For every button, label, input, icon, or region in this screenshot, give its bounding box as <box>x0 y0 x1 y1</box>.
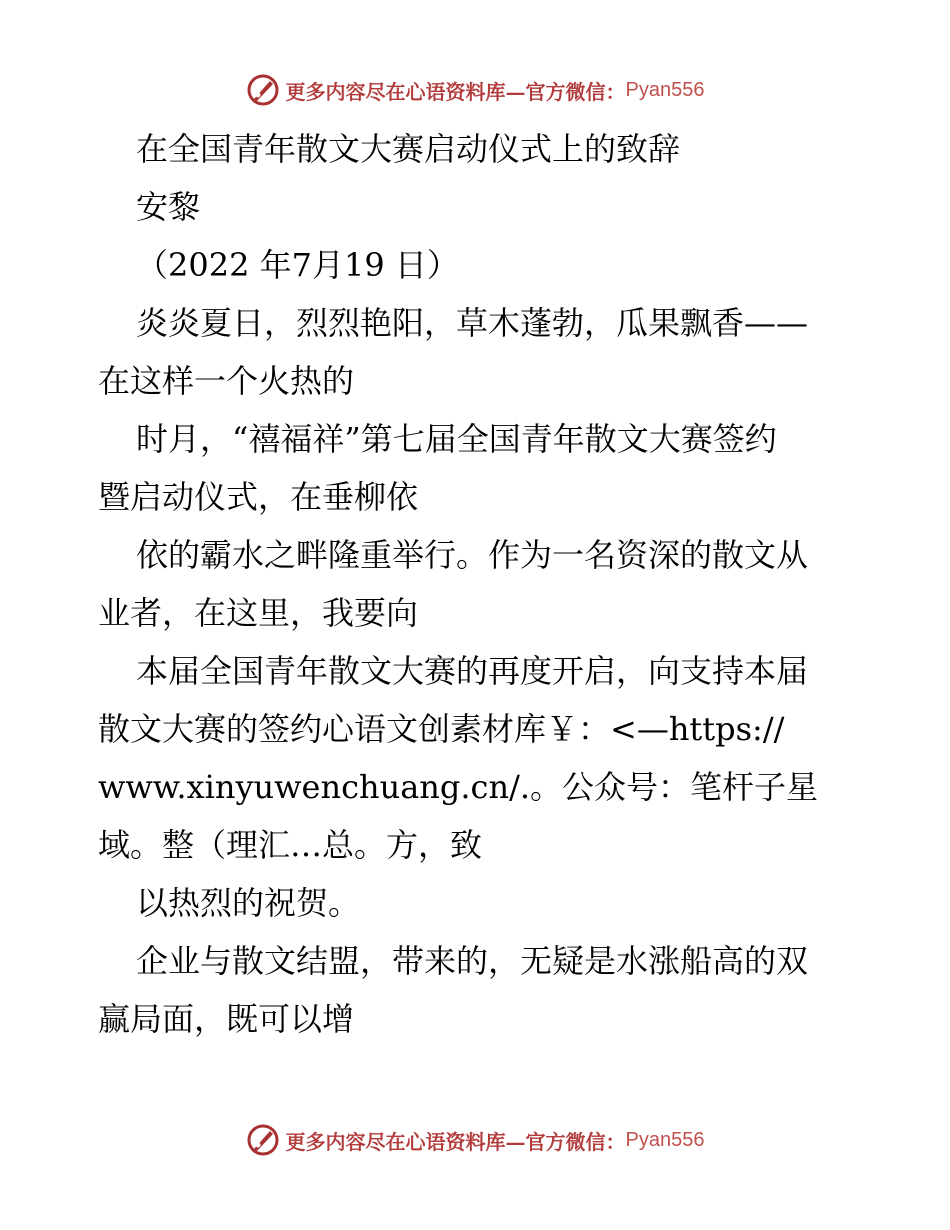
header-watermark-banner <box>0 70 950 110</box>
pen-logo-icon <box>246 1123 280 1157</box>
text-line: 炎炎夏日，烈烈艳阳，草木蓬勃，瓜果飘香—— <box>136 304 809 342</box>
pen-logo-icon <box>246 73 280 107</box>
text-line: 域。整（理汇…总。方，致 <box>98 826 483 864</box>
text-line: www.xinyuwenchuang.cn/.。公众号：笔杆子星 <box>98 768 819 806</box>
banner-wechat-id: Pyan556 <box>625 78 705 101</box>
text-line: 暨启动仪式，在垂柳依 <box>98 478 419 516</box>
text-line: 企业与散文结盟，带来的，无疑是水涨船高的双 <box>136 942 809 980</box>
author-name: 安黎 <box>136 188 201 226</box>
document-date: （2022 年7月19 日） <box>136 246 459 284</box>
footer-watermark-banner <box>0 1120 950 1160</box>
banner-wechat-id: Pyan556 <box>625 1128 705 1151</box>
text-line: 业者，在这里，我要向 <box>98 594 419 632</box>
text-line: 本届全国青年散文大赛的再度开启，向支持本届 <box>136 652 809 690</box>
banner-text: 更多内容尽在心语资料库—官方微信： <box>285 1129 626 1154</box>
text-line: 依的霸水之畔隆重举行。作为一名资深的散文从 <box>136 536 809 574</box>
text-line: 时月，“禧福祥”第七届全国青年散文大赛签约 <box>136 420 777 458</box>
document-title: 在全国青年散文大赛启动仪式上的致辞 <box>136 130 681 168</box>
text-line: 散文大赛的签约心语文创素材库￥：<—https:// <box>98 710 785 748</box>
text-line: 赢局面，既可以增 <box>98 1000 355 1038</box>
text-line: 以热烈的祝贺。 <box>136 884 361 922</box>
text-line: 在这样一个火热的 <box>98 362 355 400</box>
document-body <box>98 120 858 1048</box>
banner-text: 更多内容尽在心语资料库—官方微信： <box>285 79 626 104</box>
